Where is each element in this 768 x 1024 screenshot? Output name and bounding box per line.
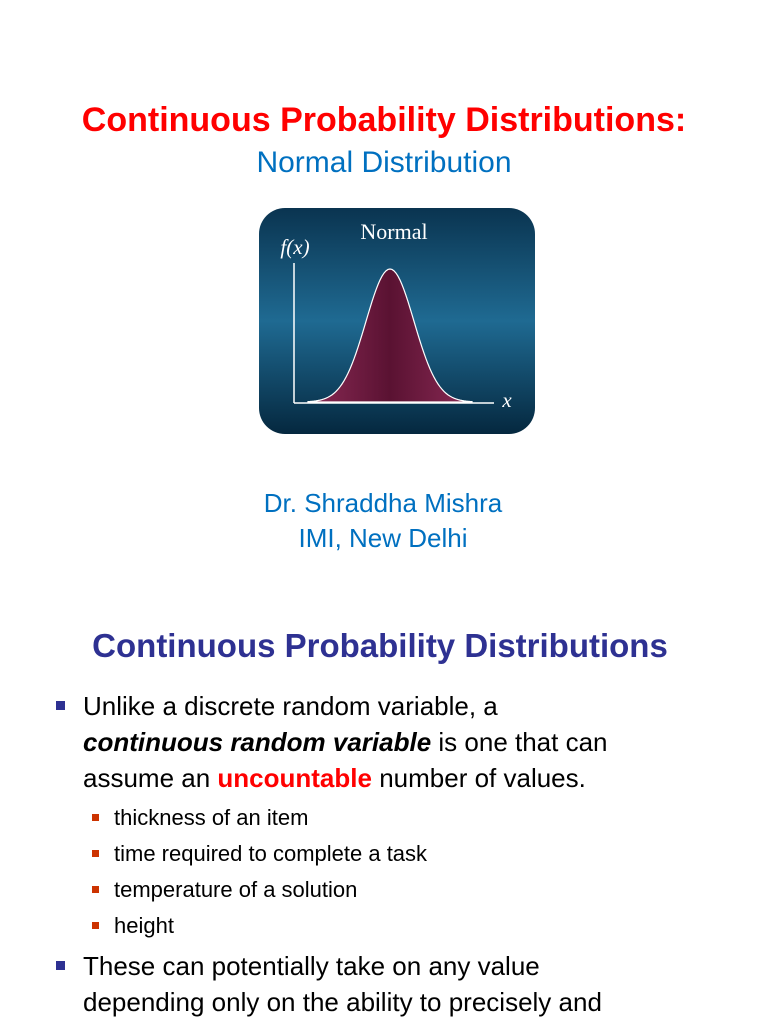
highlight-term: uncountable: [217, 763, 372, 793]
bullet-line: depending only on the ability to precisely and: [83, 987, 602, 1017]
emphasis-term: continuous random variable: [83, 727, 432, 757]
bullet-text: [83, 948, 723, 1020]
example-text: thickness of an item: [114, 805, 309, 830]
example-item: [92, 911, 692, 941]
square-bullet-icon: [56, 701, 65, 710]
square-bullet-icon: [92, 922, 99, 929]
normal-distribution-figure: [258, 207, 536, 435]
author-affiliation: IMI, New Delhi: [298, 523, 468, 553]
square-bullet-icon: [56, 961, 65, 970]
author-block: [190, 486, 576, 556]
bullet-line-suffix: number of values.: [371, 763, 586, 793]
bullet-text: [83, 688, 723, 796]
y-axis-label: f(x): [280, 235, 310, 259]
bullet-line: [83, 724, 723, 760]
example-text: temperature of a solution: [114, 877, 358, 902]
author-name: Dr. Shraddha Mishra: [263, 488, 503, 518]
example-item: [92, 803, 692, 833]
figure-heading: Normal: [360, 219, 428, 244]
square-bullet-icon: [92, 850, 99, 857]
slide-title: Continuous Probability Distributions:: [81, 101, 687, 139]
bullet-line: [83, 760, 723, 796]
square-bullet-icon: [92, 814, 99, 821]
x-axis-label: x: [502, 388, 512, 412]
example-text: height: [114, 913, 174, 938]
bullet-line-rest: is one that can: [431, 727, 608, 757]
slide-subtitle: Normal Distribution: [256, 146, 512, 179]
bullet-line-prefix: assume an: [83, 763, 218, 793]
content-slide: [0, 600, 768, 1024]
example-text: time required to complete a task: [114, 841, 428, 866]
example-item: [92, 839, 692, 869]
slide-heading: Continuous Probability Distributions: [92, 627, 668, 664]
bullet-line: Unlike a discrete random variable, a: [83, 691, 498, 721]
bullet-line: These can potentially take on any value: [83, 951, 540, 981]
square-bullet-icon: [92, 886, 99, 893]
example-item: [92, 875, 692, 905]
